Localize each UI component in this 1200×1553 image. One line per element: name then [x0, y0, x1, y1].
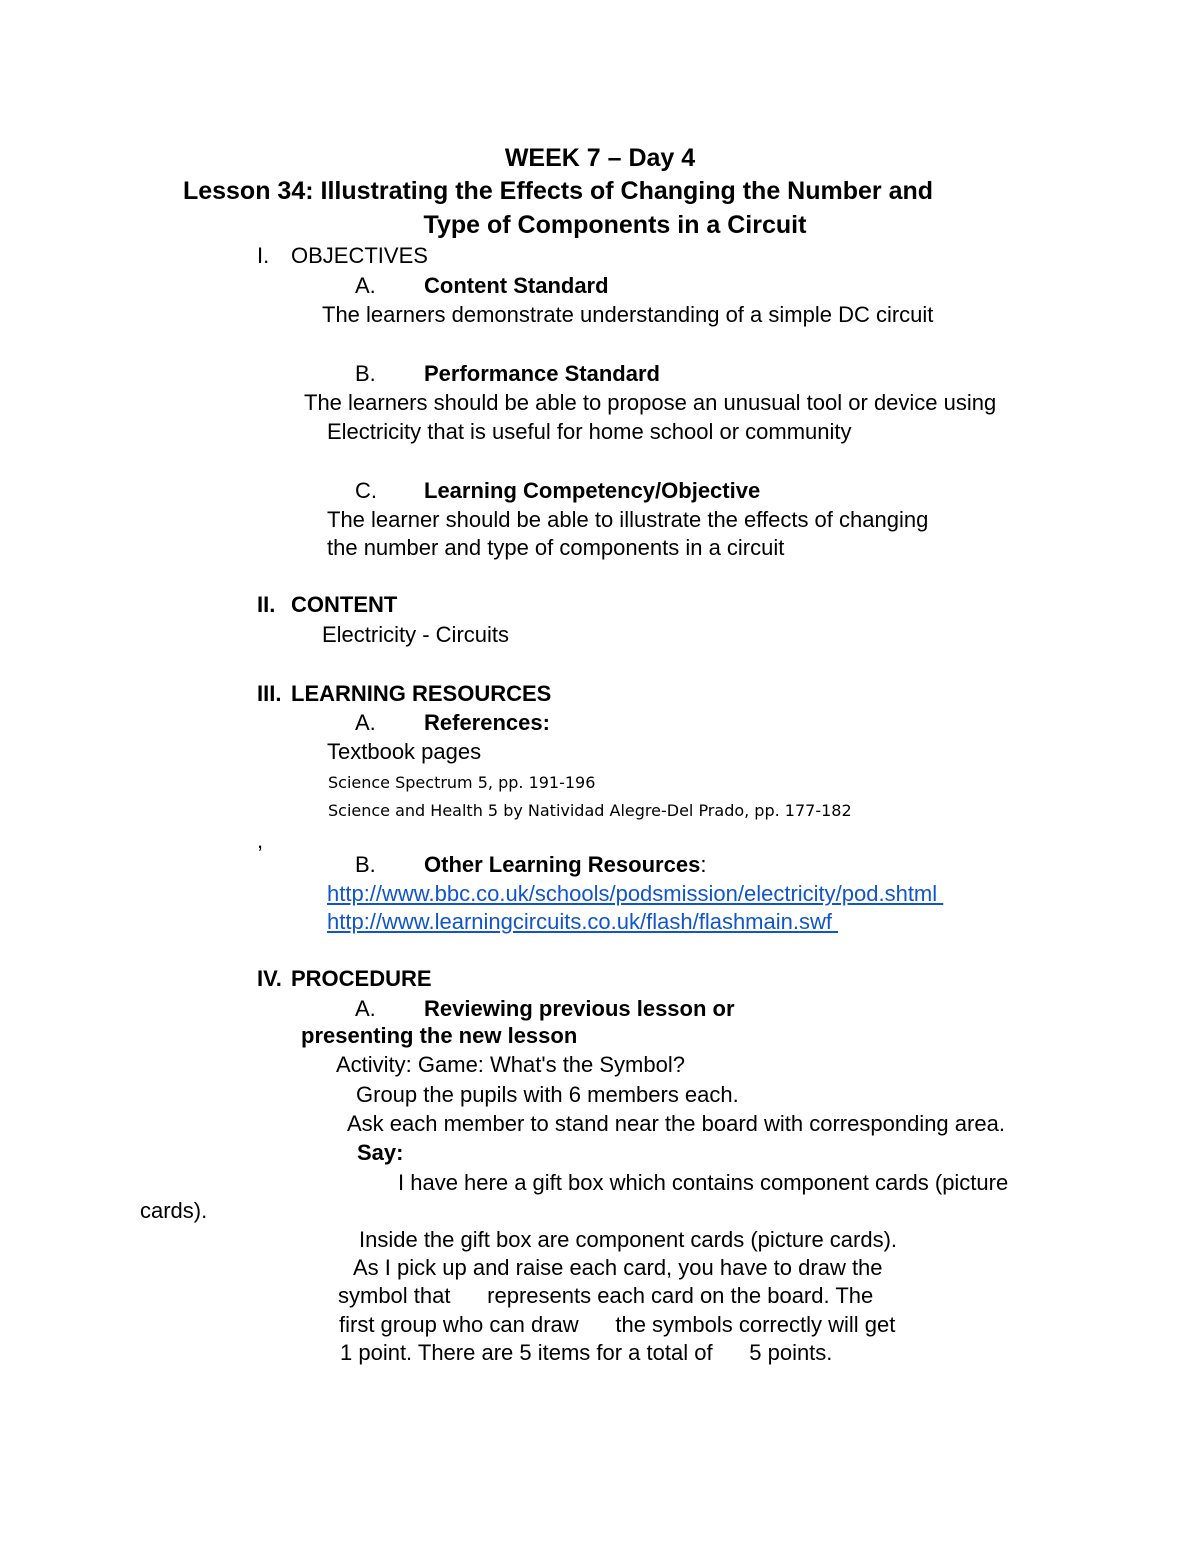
gift-line1: I have here a gift box which contains component cards (picture	[398, 1170, 1009, 1195]
gift-line2: cards).	[140, 1198, 208, 1223]
pick-line1: As I pick up and raise each card, you have to draw the	[353, 1255, 883, 1280]
content-standard-text: The learners demonstrate understanding of a simple DC circuit	[322, 302, 934, 327]
resources-numeral: III.	[257, 681, 282, 706]
content-text: Electricity - Circuits	[322, 622, 510, 647]
reviewing-letter: A.	[355, 996, 376, 1021]
procedure-heading: PROCEDURE	[291, 966, 432, 991]
procedure-numeral: IV.	[257, 966, 282, 991]
other-resources-letter: B.	[355, 852, 376, 877]
performance-standard-letter: B.	[355, 361, 376, 386]
competency-title: Learning Competency/Objective	[424, 478, 761, 503]
content-standard-letter: A.	[355, 273, 376, 298]
ask-line: Ask each member to stand near the board with corresponding area.	[347, 1111, 1005, 1136]
other-resources-title-wrap	[424, 852, 706, 878]
performance-standard-line2: Electricity that is useful for home school or community	[327, 419, 852, 444]
lesson-title-line2: Type of Components in a Circuit	[423, 211, 807, 239]
reviewing-title-line2: presenting the new lesson	[301, 1023, 578, 1048]
learningcircuits-link[interactable]: http://www.learningcircuits.co.uk/flash/flashmain.swf	[327, 909, 839, 934]
competency-letter: C.	[355, 478, 377, 503]
objectives-heading: OBJECTIVES	[291, 243, 428, 268]
references-title: References:	[424, 710, 550, 735]
activity-line: Activity: Game: What's the Symbol?	[336, 1052, 685, 1077]
other-resources-title: Other Learning Resources	[424, 852, 701, 877]
inside-line: Inside the gift box are component cards (picture cards).	[359, 1227, 898, 1252]
performance-standard-title: Performance Standard	[424, 361, 660, 386]
reference-science-and-health: Science and Health 5 by Natividad Alegre-Del Prado, pp. 177-182	[328, 801, 852, 820]
say-label: Say:	[357, 1140, 404, 1165]
group-line: Group the pupils with 6 members each.	[356, 1082, 739, 1107]
textbook-pages: Textbook pages	[327, 739, 482, 764]
bbc-link[interactable]: http://www.bbc.co.uk/schools/podsmission/electricity/pod.shtml	[327, 881, 944, 906]
stray-comma: ,	[257, 828, 264, 853]
other-resources-colon: :	[700, 852, 707, 877]
pick-line3: first group who can draw the symbols correctly will get	[339, 1312, 896, 1337]
pick-line4: 1 point. There are 5 items for a total of 5 points.	[340, 1340, 833, 1365]
reviewing-title-line1: Reviewing previous lesson or	[424, 996, 735, 1021]
content-heading: CONTENT	[291, 592, 398, 617]
lesson-title-line1: Lesson 34: Illustrating the Effects of Changing the Number and	[182, 177, 934, 205]
content-numeral: II.	[257, 592, 276, 617]
performance-standard-line1: The learners should be able to propose an unusual tool or device using	[304, 390, 997, 415]
competency-line1: The learner should be able to illustrate the effects of changing	[327, 507, 929, 532]
competency-line2: the number and type of components in a circuit	[327, 535, 785, 560]
content-standard-title: Content Standard	[424, 273, 609, 298]
week-day-title: WEEK 7 – Day 4	[504, 144, 696, 172]
references-letter: A.	[355, 710, 376, 735]
resources-heading: LEARNING RESOURCES	[291, 681, 552, 706]
objectives-numeral: I.	[257, 243, 270, 268]
pick-line2: symbol that represents each card on the board. The	[338, 1283, 874, 1308]
reference-science-spectrum: Science Spectrum 5, pp. 191-196	[328, 773, 596, 792]
